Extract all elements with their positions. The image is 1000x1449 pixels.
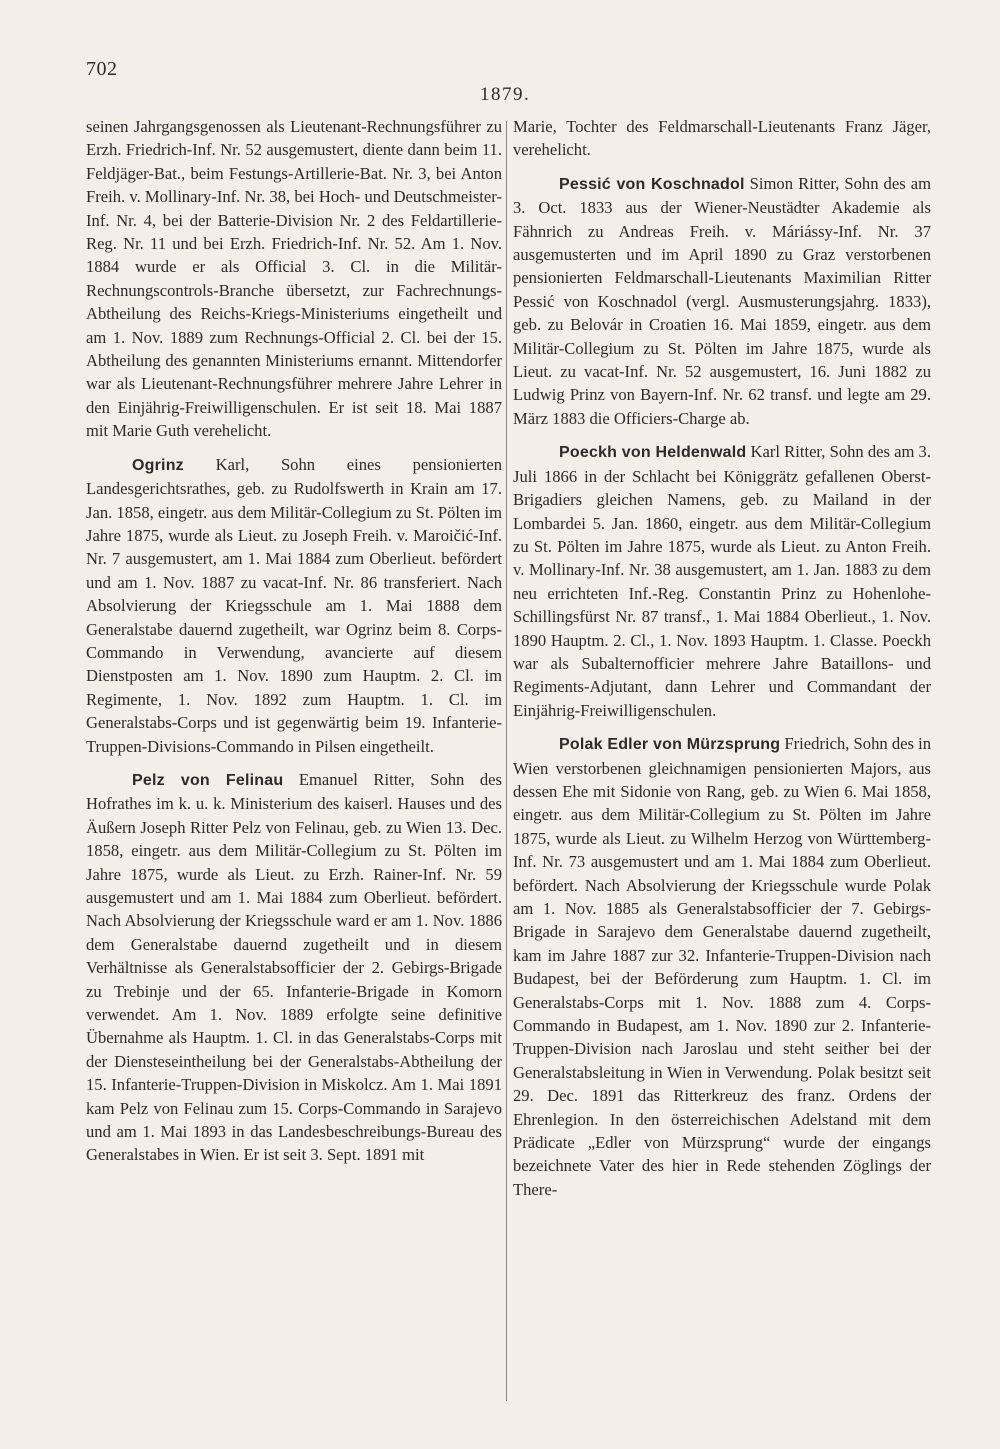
entry-name: Ogrinz [132, 456, 184, 474]
entry-name: Poeckh von Heldenwald [559, 444, 747, 462]
entry-text: Emanuel Ritter, Sohn des Hofrathes im k. u. k. Ministerium des kaiserl. Hauses und des Äußern Joseph Ritter Pelz von Felinau, geb. zu Wien 13. Dec. 1858, eingetr. aus dem Militär-Collegium zu St. Pölten im Jahre 1875, wurde als Lieut. zu Erzh. Rainer-Inf. Nr. 59 ausgemustert und am 1. Mai 1884 zum Oberlieut. befördert. Nach Absolvierung der Kriegsschule ward er am 1. Nov. 1886 dem Generalstabe dauernd zugetheilt und in diesem Verhältnisse als Generalstabsofficier der 2. Gebirgs-Brigade zu Trebinje und der 65. Infanterie-Brigade in Komorn verwendet. Am 1. Nov. 1889 erfolgte seine definitive Übernahme als Hauptm. 1. Cl. in das Generalstabs-Corps mit der Diensteseintheilung bei der Generalstabs-Abtheilung der 15. Infanterie-Truppen-Division in Miskolcz. Am 1. Mai 1891 kam Pelz von Felinau zum 15. Corps-Commando in Sarajevo und am 1. Mai 1893 in das Landesbeschreibungs-Bureau des Generalstabes in Wien. Er ist seit 3. Sept. 1891 mit [86, 769, 502, 1165]
entry-name: Pessić von Koschnadol [559, 175, 745, 193]
page-year-heading: 1879. [480, 84, 531, 105]
biography-entry [86, 768, 502, 1167]
entry-text: Karl, Sohn eines pensionierten Landesgerichtsrathes, geb. zu Rudolfswerth in Krain am 17. Jan. 1858, eingetr. aus dem Militär-Collegium zu St. Pölten im Jahre 1875, wurde als Lieut. zu Joseph Freih. v. Maroičić-Inf. Nr. 7 ausgemustert, am 1. Mai 1884 zum Oberlieut. befördert und am 1. Nov. 1887 zu vacat-Inf. Nr. 86 transferiert. Nach Absolvierung der Kriegsschule am 1. Mai 1888 dem Generalstabe dauernd zugetheilt, war Ogrinz beim 8. Corps-Commando in Verwendung, avancierte auf diesem Dienstposten am 1. Nov. 1890 zum Hauptm. 2. Cl. im Regimente, 1. Nov. 1892 zum Hauptm. 1. Cl. im Generalstabs-Corps und ist gegenwärtig beim 19. Infanterie-Truppen-Divisions-Commando in Pilsen eingetheilt. [86, 454, 502, 756]
entry-name: Pelz von Felinau [132, 771, 284, 789]
biography-entry [513, 440, 931, 722]
entry-text: Karl Ritter, Sohn des am 3. Juli 1866 in der Schlacht bei Königgrätz gefallenen Oberst-Brigadiers gleichen Namens, geb. zu Mailand in der Lombardei 5. Jan. 1860, eingetr. aus dem Militär-Collegium zu St. Pölten im Jahre 1875, wurde als Lieut. zu Anton Freih. v. Mollinary-Inf. Nr. 38 ausgemustert, am 1. Jan. 1883 zu dem neu errichteten Inf.-Reg. Constantin Prinz zu Hohenlohe-Schillingsfürst Nr. 87 transf., 1. Mai 1884 Oberlieut., 1. Nov. 1890 Hauptm. 2. Cl., 1. Nov. 1893 Hauptm. 1. Classe. Poeckh war als Subalternofficier mehrere Jahre Bataillons- und Regiments-Adjutant, dann Lehrer und Commandant der Einjährig-Freiwilligenschulen. [513, 442, 932, 720]
column-divider [506, 121, 507, 1401]
right-column [513, 115, 931, 1201]
page-number: 702 [86, 58, 118, 80]
biography-entry [513, 172, 931, 430]
biography-entry [86, 453, 502, 758]
left-column [86, 115, 502, 1167]
entry-name: Polak Edler von Mürzsprung [559, 736, 781, 754]
entry-text: Friedrich, Sohn des in Wien verstorbenen gleichnamigen pensionierten Majors, aus dessen Ehe mit Sidonie von Rang, geb. zu Wien 6. Mai 1858, eingetr. aus dem Militär-Collegium zu St. Pölten im Jahre 1875, wurde als Lieut. zu Wilhelm Herzog von Württemberg-Inf. Nr. 73 ausgemustert und am 1. Mai 1884 zum Oberlieut. befördert. Nach Absolvierung der Kriegsschule wurde Polak am 1. Nov. 1885 als Generalstabsofficier der 7. Gebirgs-Brigade in Sarajevo dem Generalstabe dauernd zugetheilt, kam im Jahre 1887 zur 32. Infanterie-Truppen-Division nach Budapest, bei der Beförderung zum Hauptm. 1. Cl. im Generalstabs-Corps mit 1. Nov. 1888 zum 4. Corps-Commando in Budapest, am 1. Nov. 1890 zur 2. Infanterie-Truppen-Division nach Jaroslau und steht seither bei der Generalstabsleitung in Wien in Verwendung. Polak besitzt seit 29. Dec. 1891 das Ritterkreuz des franz. Ordens der Ehrenlegion. In den österreichischen Adelstand mit dem Prädicate „Edler von Mürzsprung“ wurde der eingangs bezeichnete Vater des hier in Rede stehenden Zöglings der There- [513, 734, 932, 1199]
biography-entry [513, 732, 931, 1201]
entry-text: Simon Ritter, Sohn des am 3. Oct. 1833 aus der Wiener-Neustädter Akademie als Fähnrich zu Andreas Freih. v. Máriássy-Inf. Nr. 37 ausgemusterten und im April 1890 zu Graz verstorbenen pensionierten Feldmarschall-Lieutenants Maximilian Ritter Pessić von Koschnadol (vergl. Ausmusterungsjahrg. 1833), geb. zu Belovár in Croatien 16. Mai 1859, eingetr. aus dem Militär-Collegium zu St. Pölten im Jahre 1875, wurde als Lieut. zu vacat-Inf. Nr. 52 ausgemustert, 16. Juni 1882 zu Ludwig Prinz von Bayern-Inf. Nr. 62 transf. und legte am 29. März 1883 die Officiers-Charge ab. [513, 173, 932, 428]
continuation-text: seinen Jahrgangsgenossen als Lieutenant-Rechnungsführer zu Erzh. Friedrich-Inf. Nr. 52 ausgemustert, diente dann beim 11. Feldjäger-Bat., beim Festungs-Artillerie-Bat. Nr. 3, bei Anton Freih. v. Mollinary-Inf. Nr. 38, bei Hoch- und Deutschmeister-Inf. Nr. 4, bei der Batterie-Division Nr. 2 des Feldartillerie-Reg. Nr. 11 und bei Erzh. Friedrich-Inf. Nr. 52. Am 1. Nov. 1884 wurde er als Official 3. Cl. in die Militär-Rechnungscontrols-Branche übersetzt, zur Fachrechnungs-Abtheilung des Reichs-Kriegs-Ministeriums eingetheilt und am 1. Nov. 1889 zum Rechnungs-Official 2. Cl. bei der 15. Abtheilung des genannten Ministeriums ernannt. Mittendorfer war als Lieutenant-Rechnungsführer mehrere Jahre Lehrer in den Einjährig-Freiwilligenschulen. Er ist seit 18. Mai 1887 mit Marie Guth verehelicht. [86, 117, 502, 441]
continuation-text: Marie, Tochter des Feldmarschall-Lieutenants Franz Jäger, verehelicht. [513, 117, 931, 160]
